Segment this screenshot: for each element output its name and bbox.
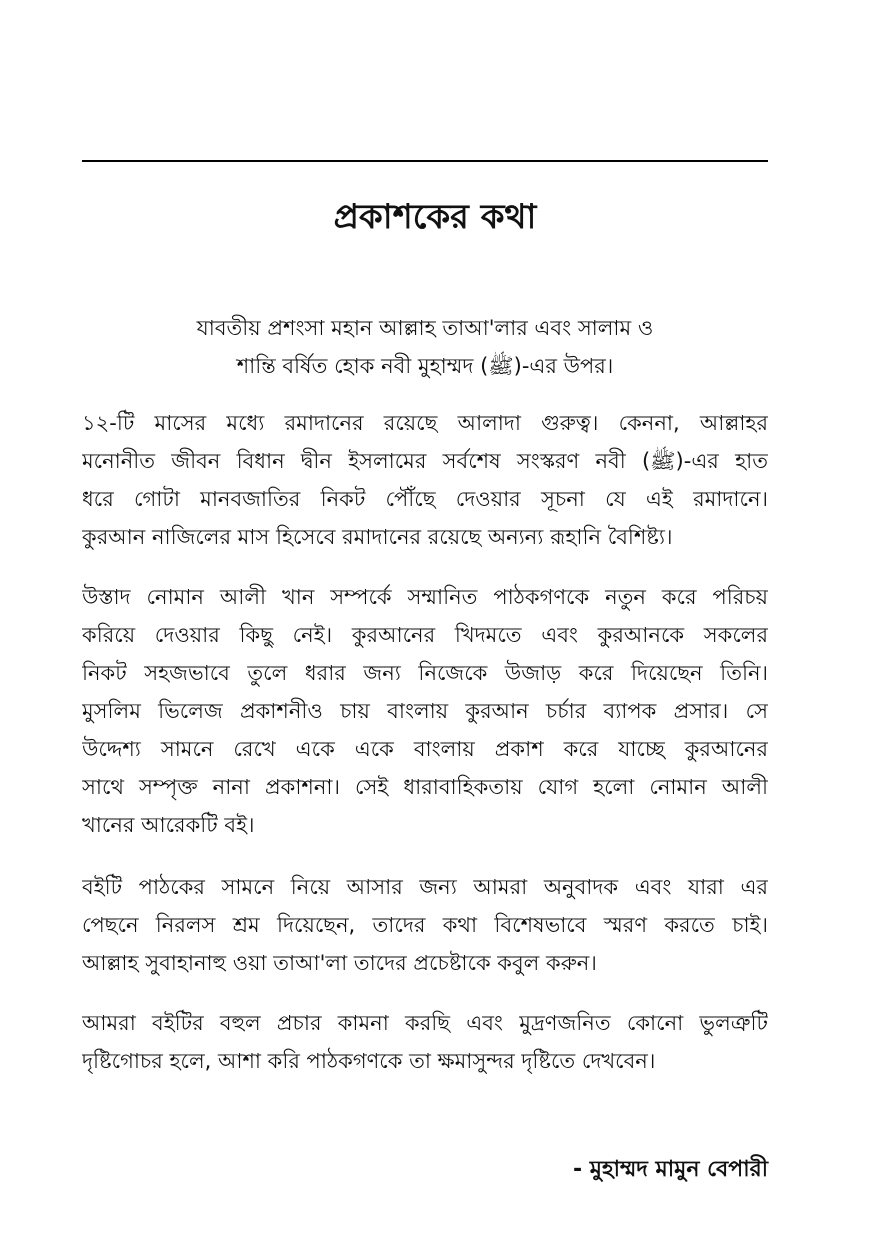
paragraph-line: দৃষ্টিগোচর হলে, আশা করি পাঠকগণকে তা ক্ষমাসুন্দর দৃষ্টিতে দেখবেন। — [82, 1049, 656, 1073]
paragraph-3 — [82, 868, 768, 982]
paragraph-line: উদ্দেশ্য সামনে রেখে একে একে বাংলায় প্রকাশ করে যাচ্ছে কুরআনের — [82, 737, 768, 761]
blessing-line: যাবতীয় প্রশংসা মহান আল্লাহ তাআ'লার এবং সালাম ও — [196, 316, 654, 340]
opening-blessing — [82, 309, 768, 385]
paragraph-line: খানের আরেকটি বই। — [82, 813, 255, 837]
paragraph-line: উস্তাদ নোমান আলী খান সম্পর্কে সম্মানিত পাঠকগণকে নতুন করে পরিচয় — [82, 585, 768, 609]
paragraph-line: কুরআন নাজিলের মাস হিসেবে রমাদানের রয়েছে অন্যন্য রূহানি বৈশিষ্ট্য। — [82, 525, 673, 549]
page-title: প্রকাশকের কথা — [333, 197, 537, 237]
paragraph-line: বইটি পাঠকের সামনে নিয়ে আসার জন্য আমরা অনুবাদক এবং যারা এর — [82, 875, 768, 899]
signature: - মুহাম্মদ মামুন বেপারী — [573, 1157, 768, 1182]
paragraph-line: ১২-টি মাসের মধ্যে রমাদানের রয়েছে আলাদা গুরুত্ব। কেননা, আল্লাহর — [82, 411, 768, 435]
paragraph-line: নিকট সহজভাবে তুলে ধরার জন্য নিজেকে উজাড় করে দিয়েছেন তিনি। — [82, 661, 768, 685]
paragraph-line: মনোনীত জীবন বিধান দ্বীন ইসলামের সর্বশেষ সংস্করণ নবী (ﷺ)-এর হাত — [82, 449, 768, 473]
paragraph-line: সাথে সম্পৃক্ত নানা প্রকাশনা। সেই ধারাবাহিকতায় যোগ হলো নোমান আলী — [82, 775, 768, 799]
paragraph-line: মুসলিম ভিলেজ প্রকাশনীও চায় বাংলায় কুরআন চর্চার ব্যাপক প্রসার। সে — [82, 699, 768, 723]
paragraph-line: আল্লাহ সুবাহানাহু ওয়া তাআ'লা তাদের প্রচেষ্টাকে কবুল করুন। — [82, 951, 597, 975]
header-divider — [82, 160, 768, 162]
paragraph-line: পেছনে নিরলস শ্রম দিয়েছেন, তাদের কথা বিশেষভাবে স্মরণ করতে চাই। — [82, 913, 768, 937]
paragraph-line: করিয়ে দেওয়ার কিছু নেই। কুরআনের খিদমতে এবং কুরআনকে সকলের — [82, 623, 768, 647]
paragraph-line: ধরে গোটা মানবজাতির নিকট পৌঁছে দেওয়ার সূচনা যে এই রমাদানে। — [82, 487, 768, 511]
blessing-line: শান্তি বর্ষিত হোক নবী মুহাম্মদ (ﷺ)-এর উপর। — [236, 354, 614, 378]
paragraph-2 — [82, 578, 768, 844]
paragraph-line: আমরা বইটির বহুল প্রচার কামনা করছি এবং মুদ্রণজনিত কোনো ভুলত্রুটি — [82, 1011, 768, 1035]
paragraph-1 — [82, 404, 768, 556]
paragraph-4 — [82, 1004, 768, 1080]
